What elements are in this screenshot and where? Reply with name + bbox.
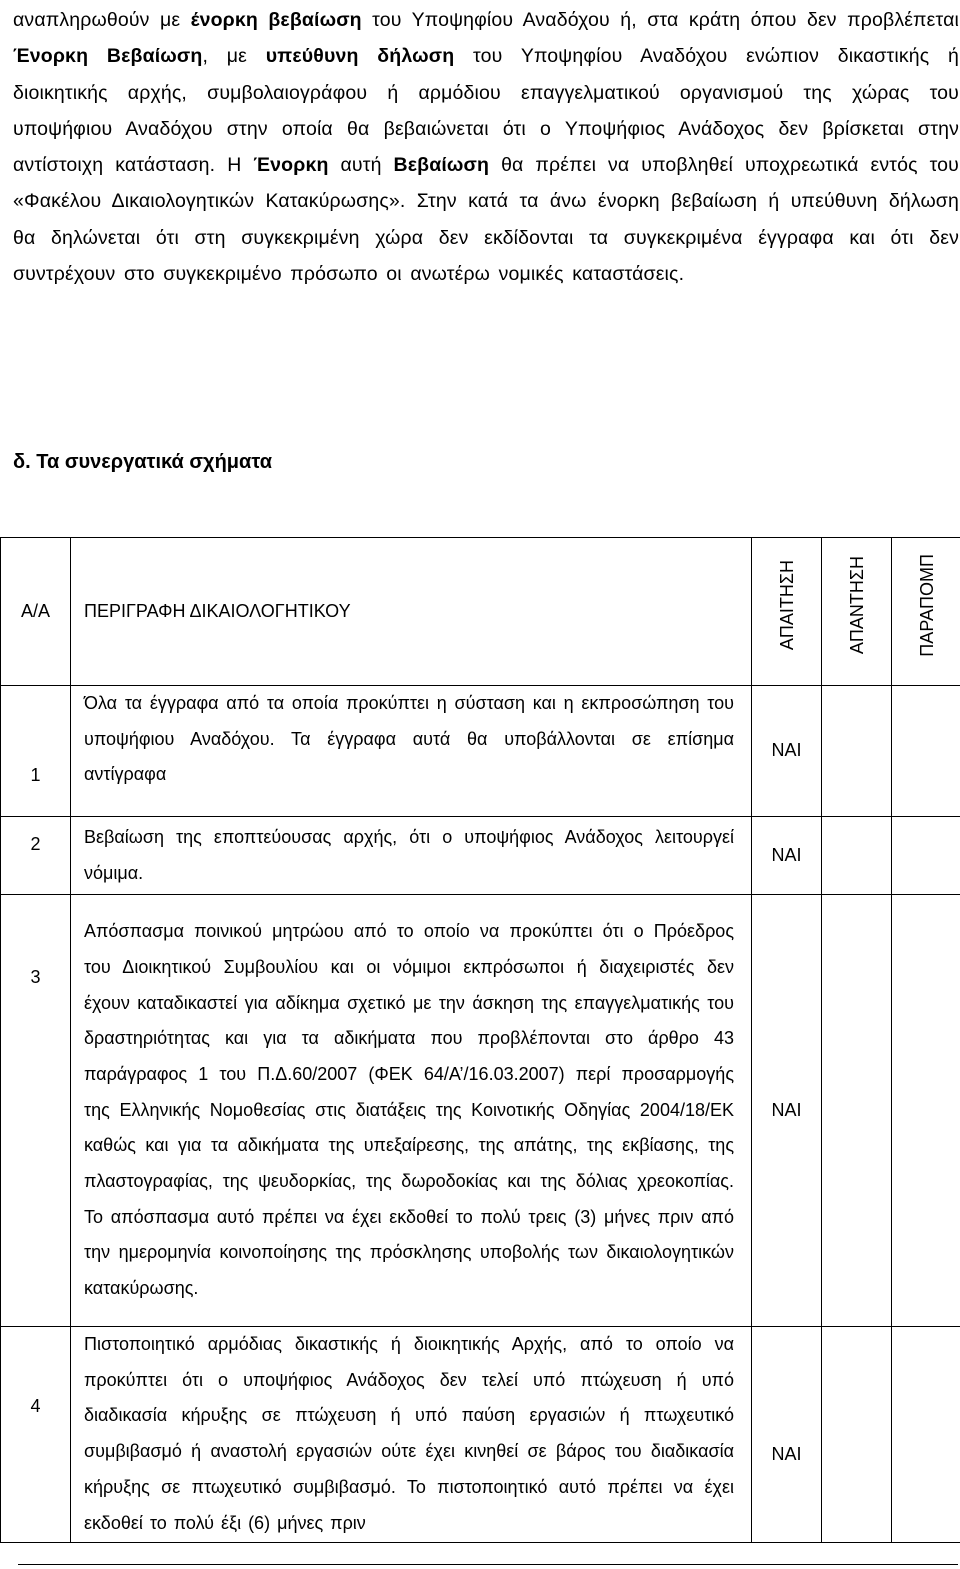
- row-answer: [822, 686, 892, 817]
- footnote-separator-line: [18, 1564, 958, 1565]
- row-requirement: ΝΑΙ: [752, 686, 822, 817]
- row-answer: [822, 895, 892, 1327]
- row-reference: [892, 1327, 960, 1543]
- row-reference: [892, 686, 960, 817]
- row-aa: 4: [1, 1327, 71, 1543]
- intro-text-6: θα πρέπει να υποβληθεί υποχρεωτικά εντός του «Φακέλου Δικαιολογητικών Κατακύρωσης». Στην κατά τα άνω ένορκη βεβαίωση ή υπεύθυνη δήλωση θα δηλώνεται ότι στη συγκεκριμένη χώρα δεν εκδίδονται τα συγκεκριμένα έγγραφα και ότι δεν συντρέχουν στο συγκεκριμένο πρόσωπο οι ανωτέρω νομικές καταστάσεις.: [13, 154, 959, 286]
- header-answer: ΑΠΑΝΤΗΣΗ: [822, 538, 892, 686]
- row-description: Όλα τα έγγραφα από τα οποία προκύπτει η σύσταση και η εκπροσώπηση του υποψήφιου Αναδόχου. Τα έγγραφα αυτά θα υποβάλλονται σε επίσημα αντίγραφα: [71, 686, 752, 817]
- row-answer: [822, 1327, 892, 1543]
- row-reference: [892, 817, 960, 895]
- row-requirement: ΝΑΙ: [752, 895, 822, 1327]
- intro-text-3: , με: [202, 45, 266, 68]
- section-heading: δ. Τα συνεργατικά σχήματα: [13, 451, 272, 473]
- table-row: [1, 1327, 960, 1543]
- row-description: Πιστοποιητικό αρμόδιας δικαστικής ή διοικητικής Αρχής, από το οποίο να προκύπτει ότι ο υποψήφιος Ανάδοχος δεν τελεί υπό πτώχευση ή υπό διαδικασία κήρυξης σε πτώχευση ή υπό παύση εργασιών ή πτωχευτικό συμβιβασμό ή αναστολή εργασιών ούτε έχει κινηθεί σε βάρος του διαδικασία κήρυξης σε πτωχευτικό συμβιβασμό. Το πιστοποιητικό αυτό πρέπει να έχει εκδοθεί το πολύ έξι (6) μήνες πριν: [71, 1327, 752, 1543]
- row-aa: 2: [1, 817, 71, 895]
- intro-bold-5: Βεβαίωση: [393, 154, 490, 177]
- row-reference: [892, 895, 960, 1327]
- header-requirement: ΑΠΑΙΤΗΣΗ: [752, 538, 822, 686]
- row-answer: [822, 817, 892, 895]
- row-description: Βεβαίωση της εποπτεύουσας αρχής, ότι ο υποψήφιος Ανάδοχος λειτουργεί νόμιμα.: [71, 817, 752, 895]
- intro-paragraph: [13, 2, 959, 292]
- table-header-row: [1, 538, 960, 686]
- intro-bold-3: υπεύθυνη δήλωση: [265, 45, 455, 68]
- table-row: [1, 686, 960, 817]
- row-aa: 1: [1, 686, 71, 817]
- requirements-table: [0, 537, 960, 1543]
- header-description: ΠΕΡΙΓΡΑΦΗ ΔΙΚΑΙΟΛΟΓΗΤΙΚΟΥ: [71, 538, 752, 686]
- intro-text-1: αναπληρωθούν με: [13, 9, 191, 31]
- header-aa: Α/Α: [1, 538, 71, 686]
- table-row: [1, 895, 960, 1327]
- intro-bold-1: ένορκη βεβαίωση: [190, 9, 362, 31]
- row-description: Απόσπασμα ποινικού μητρώου από το οποίο να προκύπτει ότι ο Πρόεδρος του Διοικητικού Συμβουλίου και οι νόμιμοι εκπρόσωποι ή διαχειριστές δεν έχουν καταδικαστεί για αδίκημα σχετικό με την άσκηση της επαγγελματικής του δραστηριότητας και για τα αδικήματα που προβλέπονται στο άρθρο 43 παράγραφος 1 του Π.Δ.60/2007 (ΦΕΚ 64/Α’/16.03.2007) περί προσαρμογής της Ελληνικής Νομοθεσίας στις διατάξεις της Κοινοτικής Οδηγίας 2004/18/ΕΚ καθώς και για τα αδικήματα της υπεξαίρεσης, της απάτης, της εκβίασης, της πλαστογραφίας, της ψευδορκίας, της δωροδοκίας και της δόλιας χρεοκοπίας. Το απόσπασμα αυτό πρέπει να έχει εκδοθεί το πολύ τρεις (3) μήνες πριν από την ημερομηνία κοινοποίησης της πρόσκλησης υποβολής των δικαιολογητικών κατακύρωσης.: [71, 895, 752, 1327]
- header-reference: ΠΑΡΑΠΟΜΠ: [892, 538, 960, 686]
- intro-bold-2: Ένορκη Βεβαίωση: [13, 45, 203, 68]
- intro-text-4: του Υποψηφίου Αναδόχου ενώπιον δικαστικής ή διοικητικής αρχής, συμβολαιογράφου ή αρμόδιου επαγγελματικού οργανισμού της χώρας του υποψήφιου Αναδόχου στην οποία θα βεβαιώνεται ότι ο Υποψήφιος Ανάδοχος δεν βρίσκεται στην αντίστοιχη κατάσταση. Η: [13, 45, 960, 177]
- row-requirement: ΝΑΙ: [752, 1327, 822, 1543]
- row-requirement: ΝΑΙ: [752, 817, 822, 895]
- intro-bold-4: Ένορκη: [253, 154, 329, 177]
- intro-text-2: του Υποψηφίου Αναδόχου ή, στα κράτη όπου δεν προβλέπεται: [361, 9, 959, 31]
- row-aa: 3: [1, 895, 71, 1327]
- intro-text-5: αυτή: [328, 154, 394, 177]
- table-row: [1, 817, 960, 895]
